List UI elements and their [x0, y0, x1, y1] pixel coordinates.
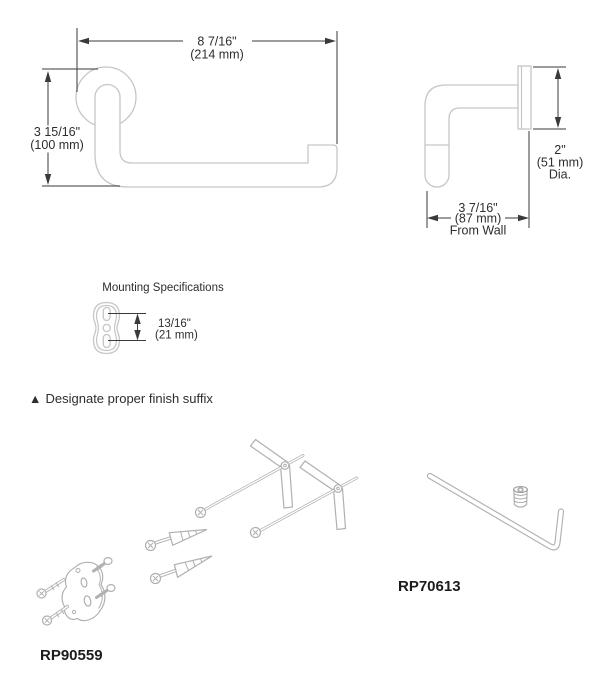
mounting-specifications — [94, 282, 224, 354]
anchor-screw-highlight — [155, 538, 172, 544]
width-dim-metric: (214 mm) — [190, 47, 244, 62]
arrowhead-right-icon — [325, 38, 336, 44]
toggle-bolt — [251, 461, 357, 538]
holder-arm-side — [425, 85, 518, 187]
dia-dim-metric: (51 mm) — [536, 155, 584, 170]
wall-anchor-assembly — [151, 556, 213, 584]
mounting-bracket-diagram — [94, 303, 120, 354]
wall-anchor-assembly — [146, 530, 208, 551]
dia-dim-suffix: Dia. — [548, 167, 572, 182]
parts-mounting-kit — [37, 440, 357, 665]
mounting-kit-label: RP90559 — [40, 647, 103, 664]
arrowhead-down-icon — [134, 330, 140, 341]
depth-dim-metric: (87 mm) — [454, 211, 502, 226]
mounting-screw — [43, 607, 68, 626]
height-dim-value: 3 15/16" — [33, 125, 81, 139]
screw-shaft-highlight — [46, 580, 65, 592]
finish-suffix-note — [29, 391, 213, 406]
diameter-dimension — [533, 67, 583, 182]
screw-head — [107, 585, 115, 592]
toggle-wing — [281, 466, 293, 509]
anchor-screw-highlight — [160, 570, 177, 576]
arrowhead-up-icon — [45, 71, 51, 82]
depth-dim-suffix: From Wall — [449, 223, 507, 238]
bracket-center-hole — [103, 324, 110, 331]
mounting-screw — [37, 580, 64, 599]
wrench-kit-label: RP70613 — [398, 578, 461, 595]
screw-head — [104, 558, 112, 565]
wall-plate — [518, 66, 531, 129]
finish-note-text: Designate proper finish suffix — [45, 391, 213, 406]
toggle-wing — [334, 489, 346, 530]
width-dim-value: 8 7/16" — [197, 34, 237, 49]
slot-dim-metric: (21 mm) — [155, 329, 198, 342]
front-view-drawing — [30, 28, 337, 187]
toggle-pivot — [334, 485, 342, 493]
triangle-marker-icon: ▲ — [29, 392, 42, 406]
toggle-pivot — [281, 462, 289, 470]
slot-spacing-dimension — [108, 314, 198, 342]
side-view-drawing — [425, 66, 583, 238]
escutcheon-bracket — [62, 562, 105, 620]
arrowhead-up-icon — [134, 314, 140, 325]
toggle-bolt — [196, 440, 304, 518]
mounting-specs-title: Mounting Specifications — [102, 282, 224, 294]
arrowhead-left-icon — [427, 215, 438, 221]
arrowhead-down-icon — [555, 117, 561, 128]
arrowhead-right-icon — [518, 215, 529, 221]
slot-dim-value: 13/16" — [158, 318, 191, 330]
hex-wrench — [430, 476, 561, 547]
depth-dim-value: 3 7/16" — [458, 201, 498, 215]
anchor-cone — [174, 556, 212, 577]
arrowhead-left-icon — [78, 38, 89, 44]
arrowhead-up-icon — [555, 68, 561, 79]
parts-wrench-kit — [398, 476, 561, 595]
arrowhead-down-icon — [45, 174, 51, 185]
set-screw — [514, 487, 528, 508]
dia-dim-value: 2" — [554, 143, 566, 157]
height-dim-metric: (100 mm) — [30, 138, 84, 152]
